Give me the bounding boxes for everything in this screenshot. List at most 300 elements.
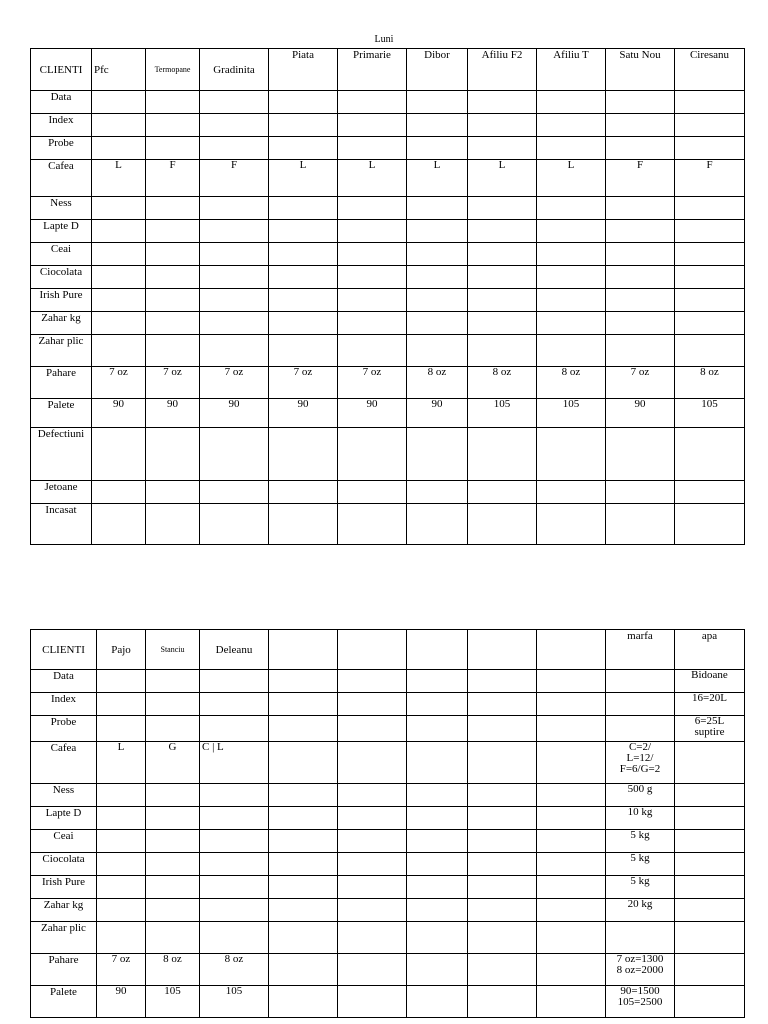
table-cell: [338, 742, 407, 784]
table-cell: [675, 504, 745, 545]
table-cell: [606, 220, 675, 243]
table-cell: [146, 504, 200, 545]
table-cell: [407, 266, 468, 289]
row-label: Zahar kg: [31, 899, 97, 922]
table-cell: [97, 922, 146, 954]
table-row: [31, 289, 745, 312]
table-cell: [407, 853, 468, 876]
table-row: [31, 220, 745, 243]
table-cell: [200, 716, 269, 742]
table-cell: [200, 899, 269, 922]
table-cell: [407, 899, 468, 922]
table-cell: [338, 693, 407, 716]
table-cell: [468, 114, 537, 137]
table-cell: [675, 853, 745, 876]
table-cell: [606, 716, 675, 742]
table-cell: [468, 986, 537, 1018]
table-cell: [97, 899, 146, 922]
table-cell: [338, 481, 407, 504]
table-cell: [675, 899, 745, 922]
table-cell: [407, 91, 468, 114]
table-cell: [146, 335, 200, 367]
table-row: [31, 312, 745, 335]
table-cell: [675, 428, 745, 481]
table-cell: [468, 91, 537, 114]
table-cell: [269, 289, 338, 312]
table-cell: [675, 137, 745, 160]
table-cell: [269, 137, 338, 160]
table-cell: [200, 197, 269, 220]
row-label: Lapte D: [31, 220, 92, 243]
column-header: Termopane: [146, 49, 200, 91]
table-cell: 7 oz: [338, 367, 407, 399]
column-header: [269, 630, 338, 670]
table-cell: [146, 876, 200, 899]
row-label: Cafea: [31, 160, 92, 197]
table-cell: [97, 807, 146, 830]
table-row: [31, 986, 745, 1018]
column-header: [468, 630, 537, 670]
table-cell: 90: [92, 399, 146, 428]
table-cell: L: [92, 160, 146, 197]
table-cell: [92, 312, 146, 335]
table-cell: [269, 114, 338, 137]
table-cell: [606, 670, 675, 693]
table-cell: [200, 504, 269, 545]
table-cell: [269, 266, 338, 289]
table-cell: 105: [675, 399, 745, 428]
table-cell: 5 kg: [606, 853, 675, 876]
table-cell: [468, 853, 537, 876]
table-cell: [407, 830, 468, 853]
table-cell: [146, 428, 200, 481]
table-cell: 90=1500 105=2500: [606, 986, 675, 1018]
table-cell: [200, 670, 269, 693]
column-header: Dibor: [407, 49, 468, 91]
table-row: [31, 922, 745, 954]
table-cell: L: [468, 160, 537, 197]
table-cell: [146, 312, 200, 335]
table-cell: [468, 784, 537, 807]
table-cell: [92, 220, 146, 243]
table-cell: [146, 830, 200, 853]
table-cell: [606, 922, 675, 954]
table-row: [31, 399, 745, 428]
table-cell: [606, 114, 675, 137]
table-cell: [338, 954, 407, 986]
table-cell: [407, 335, 468, 367]
table-cell: [468, 428, 537, 481]
table-row: [31, 742, 745, 784]
table-cell: [269, 243, 338, 266]
table-cell: [407, 716, 468, 742]
row-label: Zahar plic: [31, 335, 92, 367]
table-cell: 90: [606, 399, 675, 428]
table-cell: [146, 197, 200, 220]
table-cell: [269, 899, 338, 922]
table-row: [31, 266, 745, 289]
row-label: Ciocolata: [31, 266, 92, 289]
table-cell: [537, 114, 606, 137]
table-cell: [338, 243, 407, 266]
table-cell: [606, 289, 675, 312]
table-cell: [338, 899, 407, 922]
table-cell: [146, 784, 200, 807]
column-header: apa: [675, 630, 745, 670]
table-cell: 7 oz: [606, 367, 675, 399]
table-cell: 7 oz=1300 8 oz=2000: [606, 954, 675, 986]
row-label: Ness: [31, 197, 92, 220]
row-label: Jetoane: [31, 481, 92, 504]
table-cell: [338, 137, 407, 160]
table-cell: [537, 784, 606, 807]
table-row: [31, 954, 745, 986]
table-cell: [675, 830, 745, 853]
table-cell: L: [338, 160, 407, 197]
table-cell: [200, 830, 269, 853]
table-cell: [468, 922, 537, 954]
table-cell: [675, 922, 745, 954]
row-label: Ceai: [31, 830, 97, 853]
table-cell: [146, 266, 200, 289]
table-cell: [200, 807, 269, 830]
table-cell: [675, 243, 745, 266]
table-cell: [97, 693, 146, 716]
table-cell: [338, 716, 407, 742]
table-cell: [338, 197, 407, 220]
table-cell: [269, 220, 338, 243]
table-row: [31, 428, 745, 481]
table-cell: [537, 954, 606, 986]
table-cell: [338, 266, 407, 289]
table-cell: [146, 922, 200, 954]
table-cell: [92, 197, 146, 220]
table-row: [31, 853, 745, 876]
table-cell: 105: [200, 986, 269, 1018]
row-label: Index: [31, 114, 92, 137]
table-cell: [675, 312, 745, 335]
table-cell: 90: [338, 399, 407, 428]
table-cell: 7 oz: [200, 367, 269, 399]
table-cell: [407, 481, 468, 504]
table-cell: 8 oz: [407, 367, 468, 399]
table-cell: 6=25L suptire: [675, 716, 745, 742]
row-label: Data: [31, 670, 97, 693]
table-cell: [537, 312, 606, 335]
table-cell: [606, 428, 675, 481]
table-cell: [269, 807, 338, 830]
table-row: [31, 876, 745, 899]
table-cell: [92, 428, 146, 481]
table-cell: [606, 91, 675, 114]
table-cell: [537, 853, 606, 876]
table-cell: [92, 266, 146, 289]
table-cell: 20 kg: [606, 899, 675, 922]
table-row: [31, 693, 745, 716]
table-cell: [675, 807, 745, 830]
table-cell: [606, 137, 675, 160]
table-cell: [200, 335, 269, 367]
table-cell: [269, 853, 338, 876]
table-cell: [269, 693, 338, 716]
table-cell: [537, 899, 606, 922]
table-cell: [269, 784, 338, 807]
table-cell: [338, 670, 407, 693]
table-cell: F: [675, 160, 745, 197]
table-cell: [200, 220, 269, 243]
table-cell: [146, 114, 200, 137]
table-row: [31, 91, 745, 114]
table-cell: [468, 954, 537, 986]
table-cell: [675, 876, 745, 899]
row-label: Zahar plic: [31, 922, 97, 954]
table-row: [31, 481, 745, 504]
table-cell: [675, 289, 745, 312]
table-cell: [146, 716, 200, 742]
column-header: Primarie: [338, 49, 407, 91]
table-cell: [537, 266, 606, 289]
table-cell: F: [200, 160, 269, 197]
table-row: [31, 830, 745, 853]
table-cell: [146, 670, 200, 693]
table-cell: [606, 335, 675, 367]
table-cell: [407, 197, 468, 220]
column-header: Deleanu: [200, 630, 269, 670]
clients-table-2: [30, 629, 745, 1018]
table-cell: [537, 504, 606, 545]
column-header: Satu Nou: [606, 49, 675, 91]
table-row: [31, 807, 745, 830]
table-cell: [338, 830, 407, 853]
table-cell: [675, 986, 745, 1018]
table-cell: 8 oz: [200, 954, 269, 986]
table-cell: [92, 481, 146, 504]
table-cell: [338, 853, 407, 876]
table-cell: 10 kg: [606, 807, 675, 830]
table-cell: 7 oz: [146, 367, 200, 399]
table-cell: [200, 289, 269, 312]
page-title: Luni: [374, 34, 394, 45]
table-cell: [606, 266, 675, 289]
row-label: Palete: [31, 986, 97, 1018]
table-cell: [468, 504, 537, 545]
table-cell: [468, 742, 537, 784]
table-cell: [407, 922, 468, 954]
table-row: [31, 784, 745, 807]
table-cell: 7 oz: [97, 954, 146, 986]
table-cell: [92, 91, 146, 114]
column-header: Piata: [269, 49, 338, 91]
table-cell: [606, 197, 675, 220]
row-label: Ciocolata: [31, 853, 97, 876]
table-row: [31, 367, 745, 399]
table-cell: [338, 504, 407, 545]
table-cell: [200, 693, 269, 716]
table-cell: [468, 807, 537, 830]
table-cell: L: [537, 160, 606, 197]
table-cell: [407, 876, 468, 899]
table-cell: [537, 807, 606, 830]
table-cell: [92, 137, 146, 160]
row-label: Zahar kg: [31, 312, 92, 335]
table-cell: 90: [407, 399, 468, 428]
table-cell: [468, 830, 537, 853]
column-header: Gradinita: [200, 49, 269, 91]
table-cell: [92, 335, 146, 367]
table-cell: [537, 481, 606, 504]
table-cell: [468, 312, 537, 335]
table-row: [31, 160, 745, 197]
table-cell: F: [606, 160, 675, 197]
table-row: [31, 899, 745, 922]
row-label: Palete: [31, 399, 92, 428]
row-label: Defectiuni: [31, 428, 92, 481]
table-cell: [675, 481, 745, 504]
table-cell: [338, 428, 407, 481]
table-cell: [269, 504, 338, 545]
table-cell: [146, 481, 200, 504]
table-cell: [200, 243, 269, 266]
table-row: [31, 197, 745, 220]
table-row: [31, 243, 745, 266]
table-cell: [269, 91, 338, 114]
table-cell: [269, 670, 338, 693]
table-cell: [675, 266, 745, 289]
table-cell: [338, 289, 407, 312]
table-row: [31, 504, 745, 545]
table-cell: [675, 197, 745, 220]
clients-table-1: [30, 48, 745, 545]
table-row: [31, 114, 745, 137]
table-cell: Bidoane: [675, 670, 745, 693]
table-cell: [200, 114, 269, 137]
table-cell: [146, 289, 200, 312]
table-cell: [92, 504, 146, 545]
row-label: Probe: [31, 716, 97, 742]
table-cell: [97, 670, 146, 693]
table-cell: [537, 670, 606, 693]
table-cell: [200, 853, 269, 876]
column-header: Stanciu: [146, 630, 200, 670]
table-cell: [269, 742, 338, 784]
table-cell: [468, 335, 537, 367]
table-cell: [338, 807, 407, 830]
table-cell: [468, 716, 537, 742]
table-cell: [338, 312, 407, 335]
table-cell: [200, 137, 269, 160]
table-cell: [537, 220, 606, 243]
table-cell: G: [146, 742, 200, 784]
table-cell: [407, 693, 468, 716]
table-cell: [537, 693, 606, 716]
table-cell: [537, 986, 606, 1018]
table-cell: 7 oz: [269, 367, 338, 399]
table-cell: [468, 899, 537, 922]
table-cell: [468, 693, 537, 716]
table-row: [31, 670, 745, 693]
table-cell: [407, 986, 468, 1018]
table-cell: [146, 91, 200, 114]
header-row: [31, 49, 745, 91]
table-cell: [269, 830, 338, 853]
table-cell: [468, 876, 537, 899]
table-cell: [537, 742, 606, 784]
table-row: [31, 716, 745, 742]
table-cell: [537, 91, 606, 114]
row-label: Ceai: [31, 243, 92, 266]
table-cell: [338, 784, 407, 807]
column-header: [338, 630, 407, 670]
table-cell: [338, 986, 407, 1018]
table-cell: [200, 876, 269, 899]
table-cell: [537, 876, 606, 899]
table-cell: [606, 693, 675, 716]
table-cell: [146, 243, 200, 266]
table-cell: [537, 289, 606, 312]
table-cell: 5 kg: [606, 876, 675, 899]
row-label: Index: [31, 693, 97, 716]
table-cell: F: [146, 160, 200, 197]
table-cell: L: [407, 160, 468, 197]
column-header: [407, 630, 468, 670]
table-cell: [537, 243, 606, 266]
table-cell: [97, 716, 146, 742]
table-cell: 16=20L: [675, 693, 745, 716]
table-cell: 90: [269, 399, 338, 428]
table-cell: [338, 922, 407, 954]
table-cell: [97, 876, 146, 899]
table-cell: [269, 428, 338, 481]
table-cell: [338, 114, 407, 137]
table-cell: [269, 481, 338, 504]
column-header: Ciresanu: [675, 49, 745, 91]
table-cell: 8 oz: [468, 367, 537, 399]
table-cell: [675, 91, 745, 114]
table-cell: [675, 335, 745, 367]
column-header: Pfc: [92, 49, 146, 91]
table-cell: [537, 137, 606, 160]
table-cell: [269, 335, 338, 367]
table-cell: [97, 830, 146, 853]
table-cell: 105: [468, 399, 537, 428]
table-cell: [407, 114, 468, 137]
row-label: Ness: [31, 784, 97, 807]
column-header: Afiliu T: [537, 49, 606, 91]
table-cell: [146, 137, 200, 160]
table-cell: 90: [97, 986, 146, 1018]
table-cell: [407, 312, 468, 335]
table-cell: [468, 137, 537, 160]
column-header: Afiliu F2: [468, 49, 537, 91]
table-cell: [407, 742, 468, 784]
column-header: [537, 630, 606, 670]
table-cell: [407, 220, 468, 243]
table-cell: [468, 481, 537, 504]
table-cell: [407, 670, 468, 693]
row-label: Probe: [31, 137, 92, 160]
table-cell: [606, 504, 675, 545]
table-cell: [200, 428, 269, 481]
table-cell: [200, 266, 269, 289]
table-cell: [468, 266, 537, 289]
table-cell: 105: [146, 986, 200, 1018]
table-cell: 500 g: [606, 784, 675, 807]
row-label: Pahare: [31, 367, 92, 399]
table-cell: [92, 243, 146, 266]
table-cell: [407, 807, 468, 830]
row-label: Lapte D: [31, 807, 97, 830]
table-cell: [407, 289, 468, 312]
